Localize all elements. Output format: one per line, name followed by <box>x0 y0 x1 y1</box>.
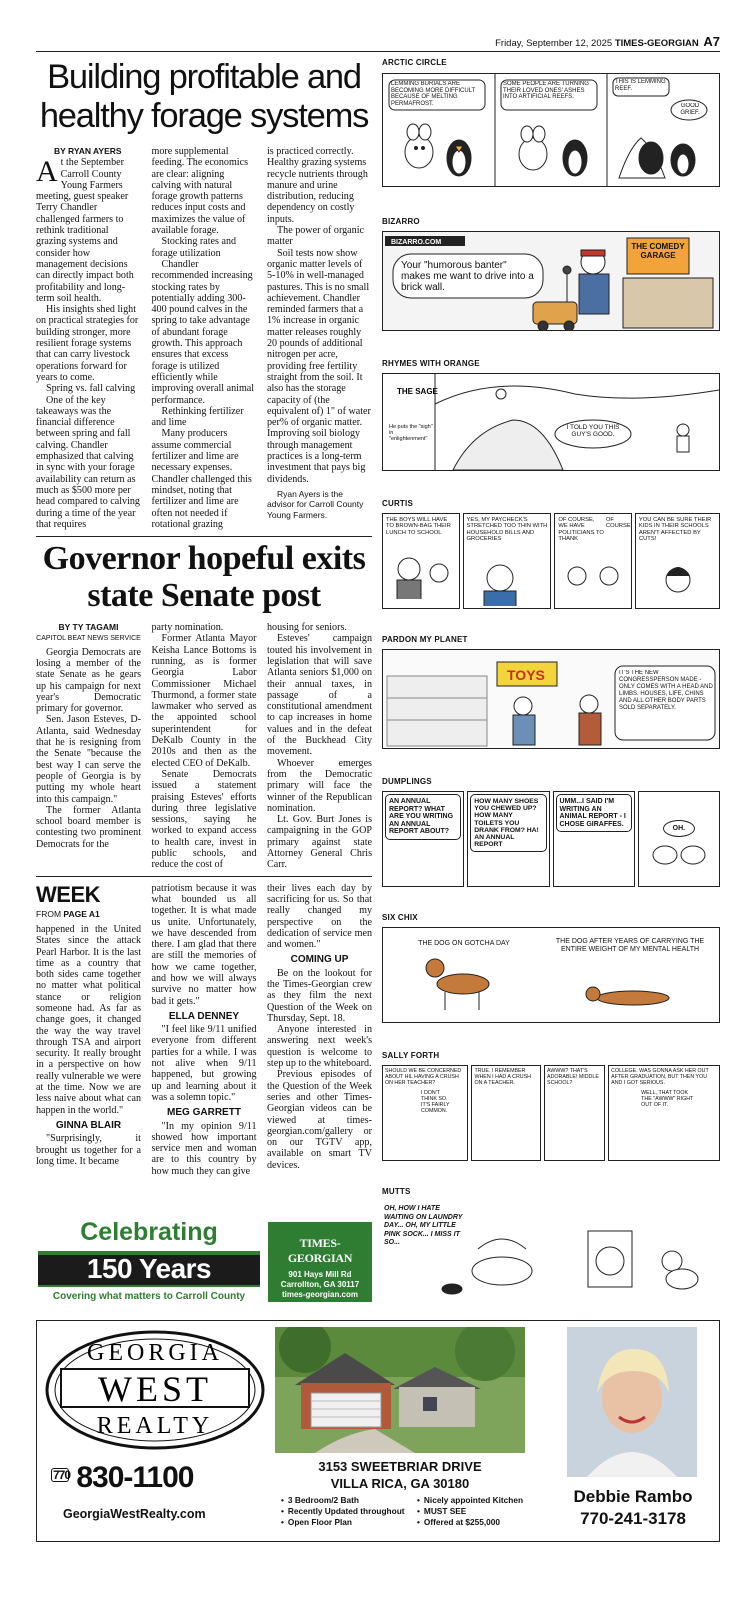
comic-title-sixchix: SIX CHIX <box>382 913 418 922</box>
curtis-bubble-5: YOU CAN BE SURE THEIR KIDS IN THEIR SCHOOLS AREN'T AFFECTED BY CUTS! <box>638 517 712 543</box>
issue-date: Friday, September 12, 2025 <box>495 38 613 49</box>
arctic-bubble-4: GOOD GRIEF. <box>680 103 700 116</box>
climber-character <box>677 424 689 452</box>
agent-photo <box>567 1327 697 1477</box>
week-p2: "Surprisingly, it brought us together for a long time. It became <box>36 1133 141 1167</box>
happy-dog <box>426 959 489 1010</box>
logo-west: WEST <box>98 1369 212 1409</box>
dumplings-bubble-1: AN ANNUAL REPORT? WHAT ARE YOU WRITING AN ANNUAL REPORT ABOUT? <box>385 794 461 840</box>
sally-bubble-2: I DON'T THINK SO. IT'S FAIRLY COMMON. <box>421 1090 450 1114</box>
toys-sign: TOYS <box>507 667 545 683</box>
forage-author-note: Ryan Ayers is the advisor for Carroll County Young Farmers. <box>267 488 364 520</box>
curtis-panel-3 <box>554 513 632 609</box>
logo-georgia: GEORGIA <box>87 1340 223 1366</box>
dumplings-panel-3 <box>553 791 635 887</box>
forage-p5: Chandler recommended increasing stocking rates by potentially adding 300-400 pound calves in the spring to take advantage of abundant forage growth. This approach ensures that excess forage is utilized efficiently while improving overall animal performance. <box>151 258 255 406</box>
sally-panel-1 <box>382 1065 468 1161</box>
sally-bubble-5: COLLEGE. WAS GONNA ASK HER OUT AFTER GRADUATION, BUT THEN YOU AND I GOT SERIOUS. <box>611 1068 709 1086</box>
sally-panel-4 <box>608 1065 720 1161</box>
curtis-bubble-2: YES, MY PAYCHECK'S STRETCHED TOO THIN WITH HOUSEHOLD BILLS AND GROCERIES <box>466 517 548 543</box>
respondent-name-2: ELLA DENNEY <box>168 1010 240 1022</box>
mutts-text: OH, HOW I HATE WAITING ON LAUNDRY DAY... OH, MY LITTLE PINK SOCK... I MISS IT SO... <box>384 1205 463 1246</box>
bizarro-site: BIZARRO.COM <box>391 239 442 246</box>
comic-arctic-circle <box>382 73 720 187</box>
comedy-garage-sign: THE COMEDY GARAGE <box>631 242 685 260</box>
celebrating-150-years-ad <box>36 1218 372 1310</box>
150-years-text: 150 Years <box>86 1253 212 1284</box>
lemming-character <box>519 126 547 170</box>
bizarro-caption: Your "humorous banter" makes me want to drive into a brick wall. <box>401 260 534 293</box>
ad-address-2: Carrollton, GA 30117 <box>280 1280 360 1289</box>
dumplings-panel-1 <box>382 791 464 887</box>
forage-p2: His insights shed light on practical strategies for building stronger, more resilient forage systems that can carry livestock operations forward for years to come. <box>36 304 139 383</box>
georgia-west-realty-ad <box>36 1320 720 1542</box>
week-p4: "I feel like 9/11 unified everyone from different parties for a while. I was not alive when 9/11 happened, but growing up and learning about it was a solemn topic." <box>151 1024 257 1103</box>
forage-p6: Many producers assume commercial fertilizer and lime are necessary expenses. Chandler challenged this mindset, noting that fertilizer and lime are often not needed if rotational grazing <box>151 428 252 530</box>
sally-panel-3 <box>544 1065 605 1161</box>
arctic-bubble-2: SOME PEOPLE ARE TURNING THEIR LOVED ONES' ASHES INTO ARTIFICIAL REEFS. <box>503 81 589 100</box>
dumplings-panel-4 <box>638 791 720 887</box>
forage-byline: BY RYAN AYERS <box>54 146 122 156</box>
arctic-bubble-1: LEMMING BURIALS ARE BECOMING MORE DIFFICULT BECAUSE OF MELTING PERMAFROST. <box>391 81 476 107</box>
respondent-name-3: MEG GARRETT <box>167 1107 241 1119</box>
sally-bubble-6: WELL, THAT TOOK THE "AWWW" RIGHT OUT OF IT. <box>641 1090 694 1108</box>
washing-machine <box>588 1231 632 1287</box>
forage-subhead-4: The power of organic matter <box>267 225 364 248</box>
comic-rhymes-with-orange <box>382 373 720 471</box>
senate-p4: party nomination. <box>151 622 224 634</box>
dog-character <box>442 1284 462 1294</box>
sally-panel-2 <box>471 1065 541 1161</box>
sally-bubble-1: SHOULD WE BE CONCERNED ABOUT HIL HAVING A CRUSH ON HER TEACHER? <box>385 1068 462 1086</box>
week-p7: Be on the lookout for the Times-Georgian crew as they film the next Question of the Week on Thursday, Sept. 18. <box>267 967 372 1024</box>
forage-lead: At the September Carroll County Young Farmers meeting, guest speaker Terry Chandler challenged farmers to rethink traditional grazing systems and consider how management decisions can directly impact both profitability and long-term soil health. <box>36 155 134 304</box>
toy-shelves <box>387 676 487 746</box>
listing-street: 3153 SWEETBRIAR DRIVE <box>318 1459 482 1474</box>
senate-article-body <box>36 622 372 871</box>
listing-features-right <box>417 1495 523 1528</box>
arctic-bubble-3: THIS IS LEMMING REEF. <box>615 79 666 92</box>
sixchix-caption-2: THE DOG AFTER YEARS OF CARRYING THE ENTIRE WEIGHT OF MY MENTAL HEALTH <box>555 938 705 953</box>
week-p9: Previous episodes of the Question of the Week series and other Times-Georgian videos can be viewed at times-georgian.com/gallery or on our TGTV app, available on smart TV devices. <box>267 1069 372 1171</box>
curtis-bubble-3: OF COURSE, WE HAVE POLITICIANS TO THANK <box>558 517 604 543</box>
realty-website: GeorgiaWestRealty.com <box>63 1507 206 1521</box>
dumplings-bubble-2: HOW MANY SHOES YOU CHEWED UP? HOW MANY TOILETS YOU DRANK FROM? HA! AN ANNUAL REPORT <box>470 794 546 852</box>
jump-from: FROM PAGE A1 <box>36 908 100 919</box>
agent-name: Debbie Rambo <box>573 1487 693 1506</box>
news-agency: CAPITOL BEAT NEWS SERVICE <box>36 635 141 643</box>
curtis-bubble-4: OF COURSE <box>605 517 631 530</box>
ad-paper-name: TIMES-GEORGIAN <box>287 1236 353 1265</box>
senate-p3: The former Atlanta school board member is contesting two prominent Democrats for the <box>36 804 141 850</box>
ad-website: times-georgian.com <box>281 1290 358 1299</box>
senate-p5: Former Atlanta Mayor Keisha Lance Bottoms is running, as is former Georgia Labor Commissioner Michael Thurmond, a former state lawmaker who served as the appointed school superintendent for DeKalb County in the 2010s and then as the elected CEO of DeKalb. <box>151 633 257 769</box>
week-p1: happened in the United States since the attack Pearl Harbor. It is the last time as a country that both sides came together no matter what political stance or religion someone had. As far as change goes, it changed the way the way travel through TSA and airport security. It really brought in a perspective on how really vulnerable we were at the time. Now we are less naive about what can happen in the world." <box>36 923 141 1116</box>
forage-article-body <box>36 146 372 530</box>
dumplings-panel-2 <box>467 791 549 887</box>
comic-six-chix <box>382 927 720 1023</box>
senate-p2: Sen. Jason Esteves, D-Atlanta, said Wednesday that he is resigning from the Senate "because the best way I can serve the people of Georgia is by putting my whole heart into this campaign." <box>36 714 141 805</box>
pardon-bubble: IT'S THE NEW CONGRESSPERSON MADE - ONLY COMES WITH A HEAD AND LIMBS. HOUSES, LIFE, CHINS AND ALL OTHER BODY PARTS SOLD SEPARATELY. <box>619 670 713 711</box>
feature-item: • Recently Updated throughout <box>281 1506 405 1517</box>
comic-title-rhymes: RHYMES WITH ORANGE <box>382 359 480 368</box>
comic-curtis <box>382 513 720 609</box>
lemming-character <box>405 124 433 168</box>
tired-dog <box>586 987 669 1005</box>
senate-p7: housing for seniors. <box>267 622 347 634</box>
forage-subhead-3: Rethinking fertilizer and lime <box>151 405 244 429</box>
week-article-body <box>36 883 372 1177</box>
feature-item: • 3 Bedroom/2 Bath <box>281 1495 405 1506</box>
senate-p1: Georgia Democrats are losing a member of the state Senate as he gears up his campaign for next year's Democratic primary for governor. <box>36 646 141 715</box>
mechanic-character <box>579 250 609 314</box>
feature-item: • Offered at $255,000 <box>417 1517 523 1528</box>
senate-p9: Whoever emerges from the Democratic primary will face the winner of the Republican nomination. <box>267 757 372 814</box>
comic-dumplings <box>382 791 720 887</box>
feature-item: • MUST SEE <box>417 1506 523 1517</box>
senate-headline: Governor hopeful exits state Senate post <box>42 540 366 615</box>
dumplings-bubble-4: OH. <box>663 820 695 837</box>
week-p8: Anyone interested in answering next week's question is welcome to step up to the whiteboard. <box>267 1024 372 1070</box>
penguin-character <box>447 140 471 176</box>
sage-sign: THE SAGE <box>397 387 438 396</box>
forage-subhead-1: Spring vs. fall calving <box>46 383 136 395</box>
clerk-character <box>579 695 601 745</box>
sage-note: He puts the "sigh" in "enlightenment" <box>389 424 433 442</box>
week-jump-title: WEEK <box>36 881 100 907</box>
cat-character <box>662 1251 698 1289</box>
comics-column <box>382 58 720 1297</box>
senate-p8: Esteves' campaign touted his involvement in legislation that will save Atlanta seniors $1,000 on their annual taxes, in passage of a constitutional amendment to cap increases in home values and in the defeat of the Buckhead City movement. <box>267 633 372 758</box>
drop-cap: A <box>36 155 58 189</box>
comic-sally-forth <box>382 1065 720 1161</box>
dumplings-bubble-3: UMM...I SAID I'M WRITING AN ANIMAL REPORT - I CHOSE GIRAFFES. <box>556 794 632 832</box>
ad-tagline: Covering what matters to Carroll County <box>52 1291 246 1302</box>
section-divider <box>36 536 372 537</box>
comic-bizarro <box>382 231 720 331</box>
comic-mutts <box>382 1201 720 1297</box>
senate-p6: Senate Democrats issued a statement praising Esteves' efforts during three legislative sessions, saying he worked to expand access to health care, invest in public schools, and reduce the cost of <box>151 768 257 871</box>
guru-character <box>496 389 506 399</box>
forage-p8: Soil tests now show organic matter levels of 5-10% in well-managed pastures. This is no small achievement. Chandler reminded farmers that a 1% increase in organic matter releases roughly 20 pounds of additional nitrogen per acre, providing free fertility straight from the soil. It also has the storage capacity of (the equivalent of) 1" of water per% of organic matter. Improving soil biology through management practices is a long-term investment that pays big dividends. <box>267 247 371 485</box>
left-news-column <box>36 58 372 1177</box>
forage-p4: more supplemental feeding. The economics are clear: aligning calving with natural forage growth patterns reduces input costs and maximizes the value of available forage. <box>151 146 249 237</box>
agent-phone: 770-241-3178 <box>580 1509 686 1528</box>
section-divider <box>36 876 372 877</box>
times-georgian-box <box>268 1222 372 1302</box>
celebrating-word: Celebrating <box>80 1218 218 1246</box>
sally-bubble-4: AWWW? THAT'S ADORABLE! MIDDLE SCHOOL? <box>547 1068 599 1086</box>
curtis-panel-2 <box>463 513 552 609</box>
curtis-bubble-1: THE BOYS WILL HAVE TO BROWN-BAG THEIR LUNCH TO SCHOOL <box>386 517 451 536</box>
comic-title-sally: SALLY FORTH <box>382 1051 440 1060</box>
ad-address-1: 901 Hays Mill Rd <box>288 1270 352 1279</box>
comic-title-pardon: PARDON MY PLANET <box>382 635 468 644</box>
coming-up-subhead: COMING UP <box>290 954 349 966</box>
page-number: A7 <box>703 34 720 49</box>
feature-item: • Open Floor Plan <box>281 1517 405 1528</box>
realty-logo <box>39 1325 271 1455</box>
sally-bubble-3: TRUE. I REMEMBER WHEN I HAD A CRUSH ON A TEACHER. <box>474 1068 531 1086</box>
penguin-character <box>563 140 587 176</box>
area-code: 770 <box>53 1468 71 1482</box>
listing-features-left <box>281 1495 405 1528</box>
comic-title-bizarro: BIZARRO <box>382 217 420 226</box>
listing-city: VILLA RICA, GA 30180 <box>330 1476 470 1491</box>
shopper-character <box>513 697 535 745</box>
senate-p10: Lt. Gov. Burt Jones is campaigning in the GOP primary against state Attorney General Chris Carr. <box>267 814 372 871</box>
logo-realty: REALTY <box>96 1413 214 1439</box>
laundry-basket <box>472 1239 532 1285</box>
week-p3: patriotism because it was what bounded us all together. It is what made us unite. Unfortunately, we have descended from there. I am glad that there are still the memories of how we came together, and how we will always survive no matter how bad it gets." <box>151 882 257 1007</box>
forage-headline: Building profitable and healthy forage systems <box>39 58 369 135</box>
feature-item: • Nicely appointed Kitchen <box>417 1495 523 1506</box>
comic-title-curtis: CURTIS <box>382 499 413 508</box>
reef-scene <box>619 138 695 178</box>
masthead <box>36 34 720 52</box>
comic-title-mutts: MUTTS <box>382 1187 411 1196</box>
paper-name: TIMES-GEORGIAN <box>614 38 699 49</box>
week-p6: their lives each day by sacrificing for us. So that really changed my perspective on the dedication of service men and women." <box>267 882 372 951</box>
house-photo <box>275 1327 525 1453</box>
comic-title-dumplings: DUMPLINGS <box>382 777 432 786</box>
forage-subhead-2: Stocking rates and forage utilization <box>151 236 237 259</box>
senate-byline: BY TY TAGAMI <box>58 622 119 633</box>
comic-title-arctic: ARCTIC CIRCLE <box>382 58 447 67</box>
curtis-panel-4 <box>635 513 720 609</box>
rhymes-bubble: I TOLD YOU THIS GUY'S GOOD. <box>566 424 620 438</box>
curtis-panel-1 <box>382 513 460 609</box>
realty-phone: 770 830-1100 <box>53 1461 194 1494</box>
respondent-name-1: GINNA BLAIR <box>55 1119 122 1131</box>
forage-p7: is practiced correctly. Healthy grazing systems recycle nutrients through manure and urine distribution, reducing dependency on costly inputs. <box>267 146 368 225</box>
sixchix-caption-1: THE DOG ON GOTCHA DAY <box>418 940 510 947</box>
comic-pardon-my-planet <box>382 649 720 749</box>
week-p5: "In my opinion 9/11 showed how important service men and woman are to this country by how much they can give <box>151 1120 257 1177</box>
forage-p3: One of the key takeaways was the financial difference between spring and fall calving. Chandler emphasized that calving in sync with your forage availability can return as much as $500 more per head compared to calving during a time of the year that requires <box>36 394 140 530</box>
